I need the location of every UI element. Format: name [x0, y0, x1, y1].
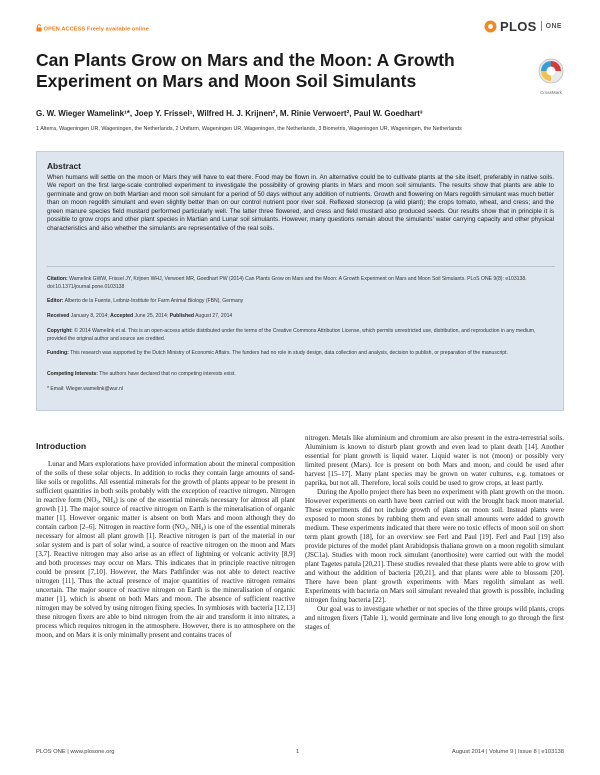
page-footer: [36, 749, 564, 759]
funding-label: Funding:: [47, 350, 69, 356]
plos-one-logo: [484, 18, 562, 34]
competing-interests-line: [47, 371, 554, 379]
corresponding-email[interactable]: * Email: Wieger.wamelink@wur.nl: [47, 386, 123, 392]
crossmark-icon: [538, 58, 564, 84]
competing-label: Competing Interests:: [47, 371, 98, 377]
funding-line: [47, 350, 554, 358]
open-access-lock-icon: [36, 24, 42, 34]
affiliations: 1 Alterra, Wageningen UR, Wageningen, the Netherlands, 2 Unifarm, Wageningen UR, Wageningen, the Netherlands, 3 Biometris, Wageningen UR, Wageningen, the Netherlands: [36, 126, 462, 132]
paragraph: Our goal was to investigate whether or not species of the three groups wild plants, crops and nitrogen fixers (Table 1), would germinate and live long enough to go through the first stages of: [305, 605, 564, 632]
paragraph: Lunar and Mars explorations have provided information about the mineral composition of the soils of these solar objects. In addition to rocks they contain large amounts of sand-like soils or regoliths. All essential minerals for the growth of plants appear to be present in sufficient quantities in both soils probably with the exception of reactive nitrogen. Nitrogen in reactive form (NO₃, NH₄) is one of the essential minerals necessary for almost all plant growth [1]. The major source of reactive nitrogen on Earth is the mineralisation of organic matter [1]. However organic matter is absent on both Mars and moon although they do contain carbon [2–6]. Nitrogen in reactive form (NO₃, NH₄) is one of the essential minerals necessary for almost all plant growth [1]. Reactive nitrogen is part of the material in our solar system and is part of solar wind, a source of reactive nitrogen on the moon and Mars [3,7]. Reactive nitrogen may also arise as an effect of lightning or volcanic activity [8,9] and both processes may occur on Mars. This indicates that in principle reactive nitrogen could be present [7,10]. However, the Mars Pathfinder was not able to detect reactive nitrogen [11]. Thus the actual presence of major quantities of reactive nitrogen remains uncertain. The major source of reactive nitrogen on Earth is the mineralisation of organic matter [1], which is absent on both Mars and moon. The absence of sufficient reactive nitrogen may be solved by using nitrogen fixing species. In symbioses with bacteria [12,13] these nitrogen fixers are able to bind nitrogen from the air and transform it into nitrates, a process which requires nitrogen in the atmosphere. However, there is no atmosphere on the moon, and on Mars it is only minimally present and contains traces of: [36, 460, 295, 640]
article-title: Can Plants Grow on Mars and the Moon: A Growth Experiment on Mars and Moon Soil Simulants: [36, 50, 455, 91]
crossmark-label: CrossMark: [540, 90, 562, 95]
accepted-label: Accepted: [110, 313, 134, 319]
copyright-label: Copyright:: [47, 328, 73, 334]
author-list: G. W. Wieger Wamelink¹*, Joep Y. Frissel¹, Wilfred H. J. Krijnen², M. Rinie Verwoert², Paul W. Goedhart³: [36, 109, 423, 118]
right-column: [305, 434, 564, 632]
copyright-line: [47, 328, 554, 343]
published-date: August 27, 2014: [195, 313, 233, 319]
page-number: 1: [296, 749, 300, 755]
abstract-text: When humans will settle on the moon or Mars they will have to eat there. Food may be flown in. An alternative could be to cultivate plants at the site itself, preferably in native soils. We report on the first large-scale controlled experiment to investigate the possibility of growing plants in Mars and moon soil simulants. The results show that plants are able to germinate and grow on both Martian and moon soil simulant for a period of 50 days without any addition of nutrients. Growth and flowering on Mars regolith simulant was much better than on moon regolith simulant and even slightly better than on our control nutrient poor river soil. Reflexed stonecrop (a wild plant); the crops tomato, wheat, and cress; and the green manure species field mustard performed particularly well. The latter three flowered, and cress and field mustard also produced seeds. Our results show that in principle it is possible to grow crops and other plant species in Martian and Lunar soil simulants. However, many questions remain about the simulants' water carrying capacity and other physical characteristics and also whether the simulants are representative of the real soils.: [47, 174, 554, 232]
logo-plos-text: PLOS: [500, 18, 537, 34]
citation-line: [47, 276, 554, 291]
dates-line: [47, 313, 554, 321]
crossmark-badge[interactable]: [533, 58, 569, 95]
logo-one-text: ONE: [545, 22, 562, 30]
citation-text: Wamelink GWW, Frissel JY, Krijnen WHJ, Verwoert MR, Goedhart PW (2014) Can Plants Grow on Mars and the Moon: A Growth Experiment on Mars and Moon Soil Simulants. PLoS ONE 9(8): e103138. doi:10.1371/journal.pone.0103138: [47, 276, 527, 290]
copyright-text: © 2014 Wamelink et al. This is an open-access article distributed under the terms of the Creative Commons Attribution License, which permits unrestricted use, distribution, and reproduction in any medium, provided the original author and source are credited.: [47, 328, 536, 342]
editor-text: Alberto de la Fuente, Leibniz-Institute for Farm Animal Biology (FBN), Germany: [64, 298, 244, 304]
editor-line: [47, 298, 554, 306]
journal-url[interactable]: PLOS ONE | www.plosone.org: [36, 749, 115, 755]
introduction-heading: Introduction: [36, 441, 87, 451]
funding-text: This research was supported by the Dutch Ministry of Economic Affairs. The funders had no role in study design, data collection and analysis, decision to publish, or preparation of the manuscript.: [70, 350, 508, 356]
abstract-panel: [36, 151, 564, 411]
open-access-text: OPEN ACCESS Freely available online: [43, 26, 149, 33]
logo-divider: [541, 21, 542, 31]
abstract-heading: Abstract: [47, 161, 81, 171]
issue-info: August 2014 | Volume 9 | Issue 8 | e103138: [451, 749, 564, 755]
received-label: Received: [47, 313, 70, 319]
plos-logo-icon: [484, 20, 497, 33]
received-date: January 8, 2014;: [70, 313, 109, 319]
accepted-date: June 25, 2014;: [134, 313, 169, 319]
editor-label: Editor:: [47, 298, 64, 304]
citation-label: Citation:: [47, 276, 68, 282]
published-label: Published: [169, 313, 195, 319]
open-access-banner: [36, 24, 149, 34]
competing-text: The authors have declared that no competing interests exist.: [99, 371, 236, 377]
abstract-divider: [47, 266, 555, 267]
paragraph: nitrogen. Metals like aluminium and chromium are also present in the extra-terrestrial soils. Aluminium is known to disturb plant growth and even lead to plant death [14]. Another essential for plant growth is liquid water. Liquid water is not (moon) or possibly very limited present (Mars). Ice is present on both Mars and moon, and could be used after harvest [15–17]. Many plant species may be grown on water cultures, e.g. tomatoes or paprika, but not all. Therefore, local soils could be used to grow crops, at least partly.: [305, 434, 564, 488]
paragraph: During the Apollo project there has been no experiment with plant growth on the moon. However experiments on earth have been carried out with the brought back moon material. These experiments did not include growth of plants on moon soil. Instead plants were exposed to moon stones by rubbing them and even small amounts were added to growth medium. These experiments indicated that there were no toxic effects of moon soil on short term plant growth [18], for an overview see Ferl and Paul [19]. Ferl and Paul [19] also provide pictures of the model plant Arabidopsis thaliana grown on a moon regolith simulant (JSC1a). Studies with moon rock simulant (anorthosite) were carried out with the model plant Tagetes patula [20,21]. These studies revealed that these plants were able to grow with and without the addition of bacteria [20,21], and that plants were able to blossom [20]. There have been plant growth experiments with Mars regolith simulant as well. Experiments with bacteria on Mars soil simulant revealed that growth is possible, including nitrogen fixing bacteria [22].: [305, 488, 564, 605]
left-column: [36, 441, 295, 640]
